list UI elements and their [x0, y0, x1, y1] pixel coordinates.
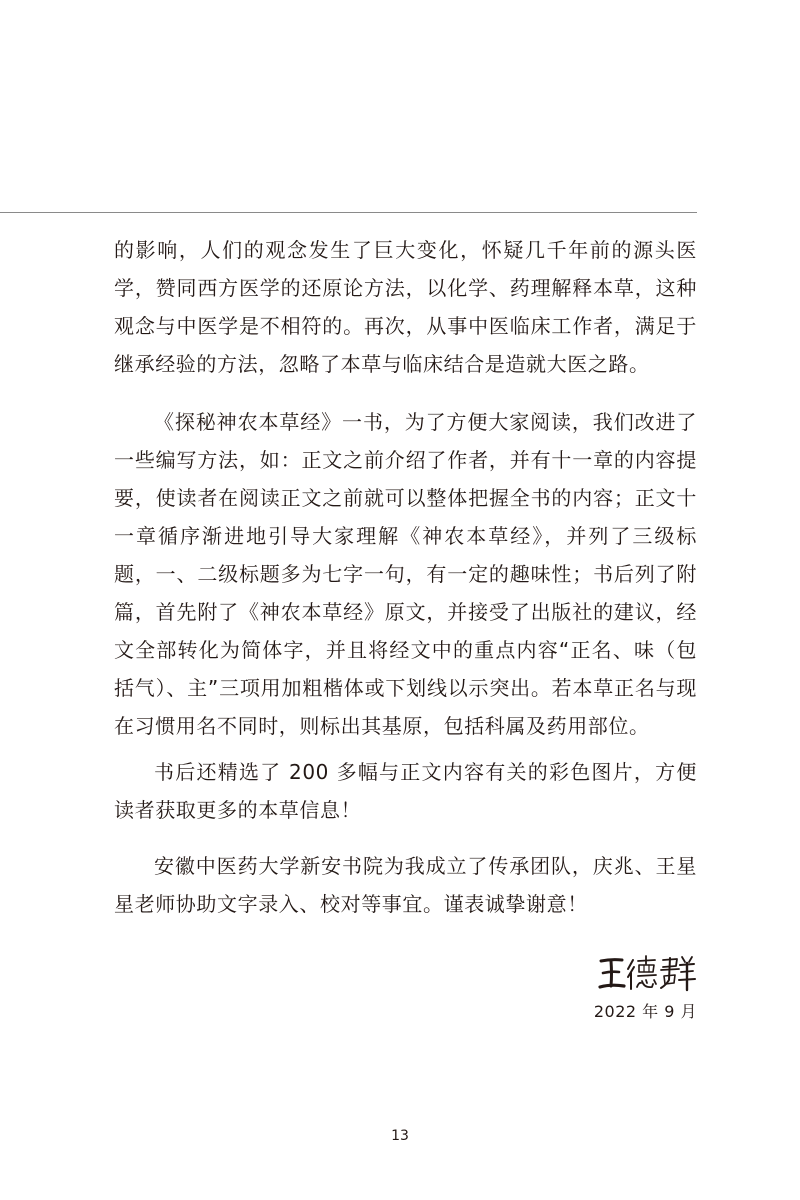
- body-paragraph-4: [114, 847, 697, 923]
- author-signature: [597, 952, 697, 996]
- paragraph-text: 的影响，人们的观念发生了巨大变化，怀疑几千年前的源头医学，赞同西方医学的还原论方法，以化学、药理解释本草，这种观念与中医学是不相符的。再次，从事中医临床工作者，满足于继承经验的方法，忽略了本草与临床结合是造就大医之路。: [114, 238, 697, 376]
- paragraph-text: 安徽中医药大学新安书院为我成立了传承团队，庆兆、王星星老师协助文字录入、校对等事宜。谨表诚挚谢意！: [114, 854, 697, 916]
- paragraph-text: 书后还精选了 200 多幅与正文内容有关的彩色图片，方便读者获取更多的本草信息！: [114, 760, 697, 822]
- body-paragraph-2: [114, 403, 697, 745]
- handwritten-signature-image: [597, 952, 697, 996]
- header-rule: [0, 212, 697, 213]
- body-paragraph-1: [114, 231, 697, 383]
- page-number: 13: [391, 1128, 409, 1144]
- body-paragraph-3: [114, 753, 697, 829]
- paragraph-text: 《探秘神农本草经》一书，为了方便大家阅读，我们改进了一些编写方法，如：正文之前介绍了作者，并有十一章的内容提要，使读者在阅读正文之前就可以整体把握全书的内容；正文十一章循序渐进地引导大家理解《神农本草经》，并列了三级标题，一、二级标题多为七字一句，有一定的趣味性；书后列了附篇，首先附了《神农本草经》原文，并接受了出版社的建议，经文全部转化为简体字，并且将经文中的重点内容“正名、味（包括气）、主”三项用加粗楷体或下划线以示突出。若本草正名与现在习惯用名不同时，则标出其基原，包括科属及药用部位。: [114, 410, 697, 738]
- signature-date: 2022 年 9 月: [593, 1002, 697, 1021]
